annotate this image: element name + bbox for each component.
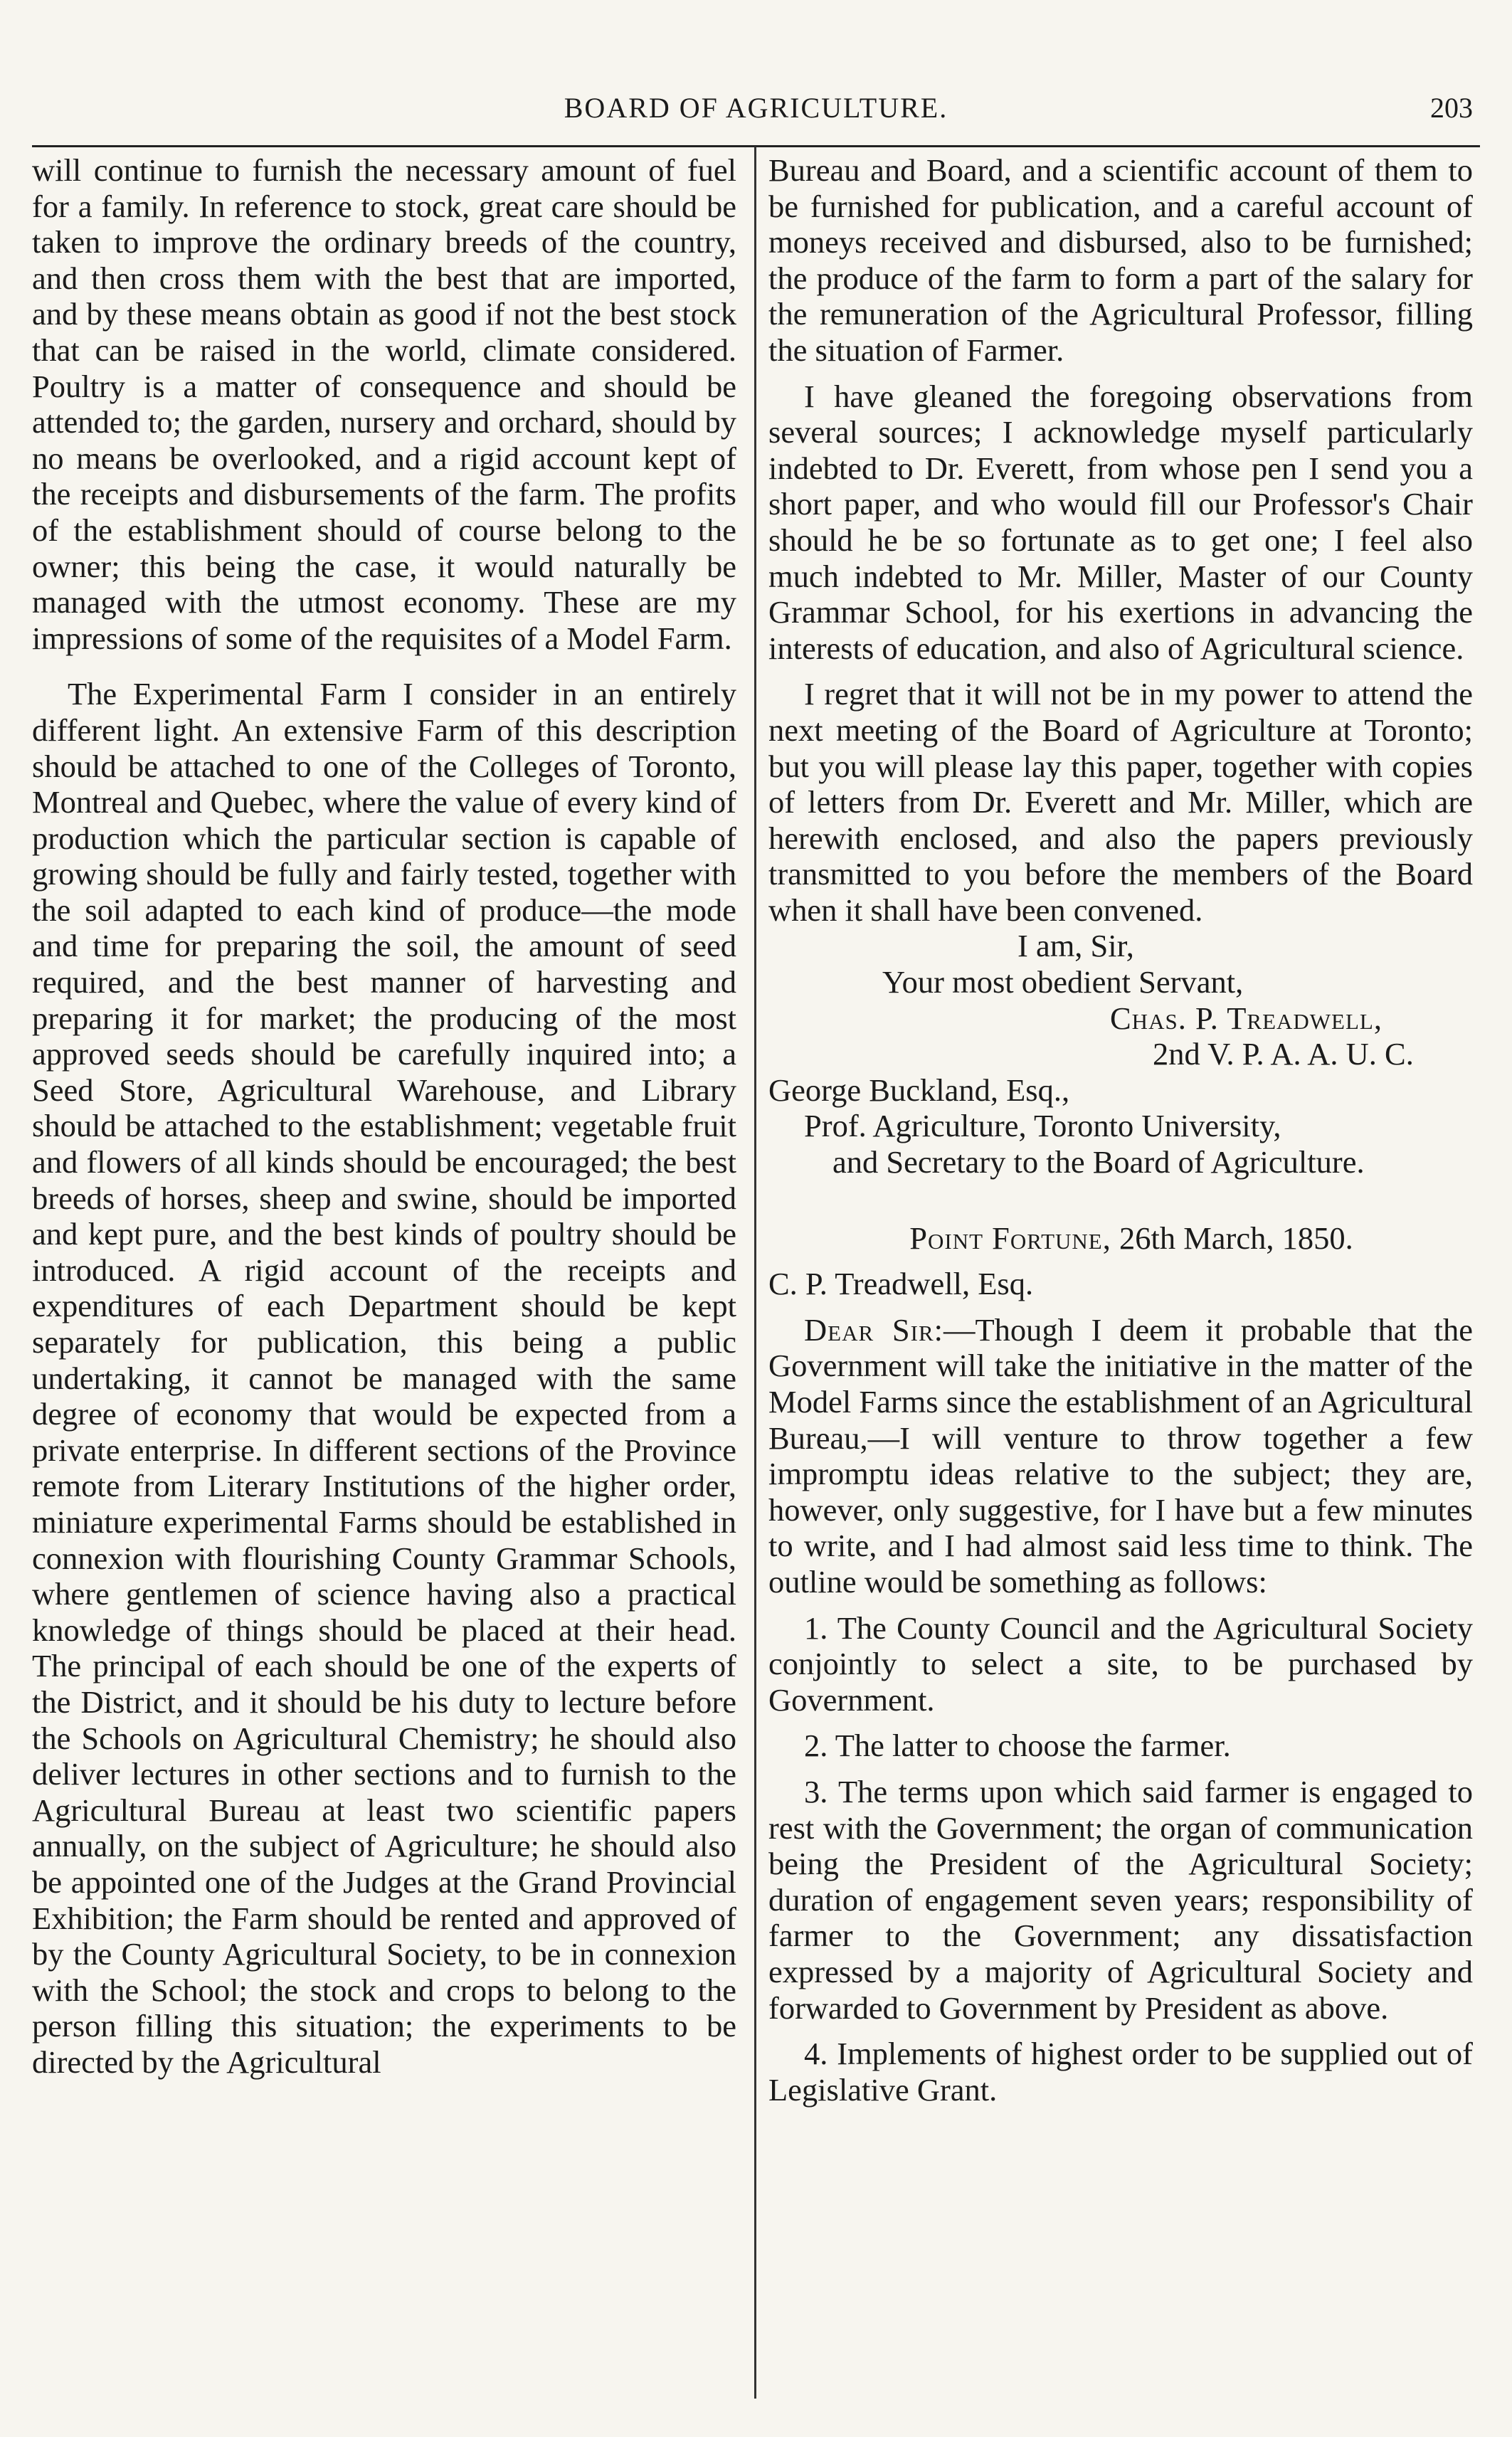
signature-title: 2nd V. P. A. A. U. C.: [1153, 1036, 1414, 1072]
right-paragraph-2: I have gleaned the foregoing observations from several sources; I acknowledge myself particularly indebted to Dr. Everett, from whose pen I send you a short paper, and who would fill our Professor's Chair should he be so fortunate as to get one; I feel also much indebted to Mr. Miller, Master of our County Grammar School, for his exertions in advancing the interests of education, and also of Agricultural science.: [768, 378, 1473, 666]
addressee-line-1: George Buckland, Esq.,: [768, 1072, 1070, 1108]
closing-line-2: Your most obedient Servant,: [882, 964, 1244, 1000]
letter-paragraph-1-text: —Though I deem it probable that the Government will take the initiative in the matter of the Model Farms since the establishment of an Agricultural Bureau,—I will venture to throw together a few impromptu ideas relative to the subject; they are, however, only suggestive, for I have but a few minutes to write, and I had almost said less time to think. The outline would be something as follows:: [768, 1311, 1473, 1600]
dateline-place: Point Fortune,: [909, 1220, 1111, 1256]
letter-closing: [768, 928, 1473, 1072]
right-paragraph-1: Bureau and Board, and a scientific account of them to be furnished for publication, and a careful account of moneys received and disbursed, also to be furnished; the produce of the farm to form a part of the salary for the remuneration of the Agricultural Professor, filling the situation of Farmer.: [768, 152, 1473, 368]
column-divider: [754, 147, 756, 2399]
letter-recipient: C. P. Treadwell, Esq.: [768, 1266, 1034, 1302]
page-number: 203: [1430, 92, 1473, 124]
left-column: [32, 152, 736, 2408]
dateline-date: 26th March, 1850.: [1111, 1220, 1353, 1256]
salutation: Dear Sir:: [804, 1311, 943, 1348]
signature-name: Chas. P. Treadwell,: [1110, 1000, 1383, 1036]
running-title: BOARD OF AGRICULTURE.: [564, 92, 948, 124]
addressee-block: [768, 1072, 1473, 1180]
right-paragraph-3: I regret that it will not be in my power to attend the next meeting of the Board of Agriculture at Toronto; but you will please lay this paper, together with copies of letters from Dr. Everett and Mr. Miller, which are herewith enclosed, and also the papers previously transmitted to you before the members of the Board when it shall have been convened.: [768, 676, 1473, 928]
outline-item-3: 3. The terms upon which said farmer is engaged to rest with the Government; the organ of communication being the President of the Agricultural Society; duration of engagement seven years; responsibility of farmer to the Government; any dissatisfaction expressed by a majority of Agricultural Society and forwarded to Government by President as above.: [768, 1773, 1473, 2026]
outline-list: [768, 1610, 1473, 2108]
left-paragraph-1: will continue to furnish the necessary amount of fuel for a family. In reference to stock, great care should be taken to improve the ordinary breeds of the country, and then cross them with the best that are imported, and by these means obtain as good if not the best stock that can be raised in the world, climate considered. Poultry is a matter of consequence and should be attended to; the garden, nursery and orchard, should by no means be overlooked, and a rigid account kept of the receipts and disbursements of the farm. The profits of the establishment should of course belong to the owner; this being the case, it would naturally be managed with the utmost economy. These are my impressions of some of the requisites of a Model Farm.: [32, 152, 736, 656]
running-header: [32, 85, 1480, 142]
addressee-line-3: and Secretary to the Board of Agriculture.: [832, 1144, 1365, 1180]
left-paragraph-2: The Experimental Farm I consider in an entirely different light. An extensive Farm of this description should be attached to one of the Colleges of Toronto, Montreal and Quebec, where the value of every kind of production which the particular section is capable of growing should be fully and fairly tested, together with the soil adapted to each kind of produce—the mode and time for preparing the soil, the amount of seed required, and the best manner of harvesting and preparing it for market; the producing of the most approved seeds should be carefully inquired into; a Seed Store, Agricultural Warehouse, and Library should be attached to the establishment; vegetable fruit and flowers of all kinds should be encouraged; the best breeds of horses, sheep and swine, should be imported and kept pure, and the best kinds of poultry should be introduced. A rigid account of the receipts and expenditures of each Department should be kept separately for publication, this being a public undertaking, it cannot be managed with the same degree of economy that would be expected from a private enterprise. In different sections of the Province remote from Literary Institutions of the higher order, miniature experimental Farms should be established in connexion with flourishing County Grammar Schools, where gentlemen of science having also a practical knowledge of things should be placed at their head. The principal of each should be one of the experts of the District, and it should be his duty to lecture before the Schools on Agricultural Chemistry; he should also deliver lectures in other sections and to furnish to the Agricultural Bureau at least two scientific papers annually, on the subject of Agriculture; he should also be appointed one of the Judges at the Grand Provincial Exhibition; the Farm should be rented and approved of by the County Agricultural Society, to be in connexion with the School; the stock and crops to belong to the person filling this situation; the experiments to be directed by the Agricultural: [32, 676, 736, 2080]
addressee-line-2: Prof. Agriculture, Toronto University,: [804, 1108, 1281, 1144]
closing-line-1: I am, Sir,: [1017, 928, 1134, 964]
right-column: [768, 152, 1473, 2408]
letter-paragraph-1: [768, 1312, 1473, 1600]
outline-item-4: 4. Implements of highest order to be supplied out of Legislative Grant.: [768, 2036, 1473, 2108]
outline-item-2: 2. The latter to choose the farmer.: [804, 1728, 1231, 1764]
outline-item-1: 1. The County Council and the Agricultural Society conjointly to select a site, to be purchased by Government.: [768, 1609, 1473, 1718]
letter-dateline: [768, 1220, 1473, 1257]
